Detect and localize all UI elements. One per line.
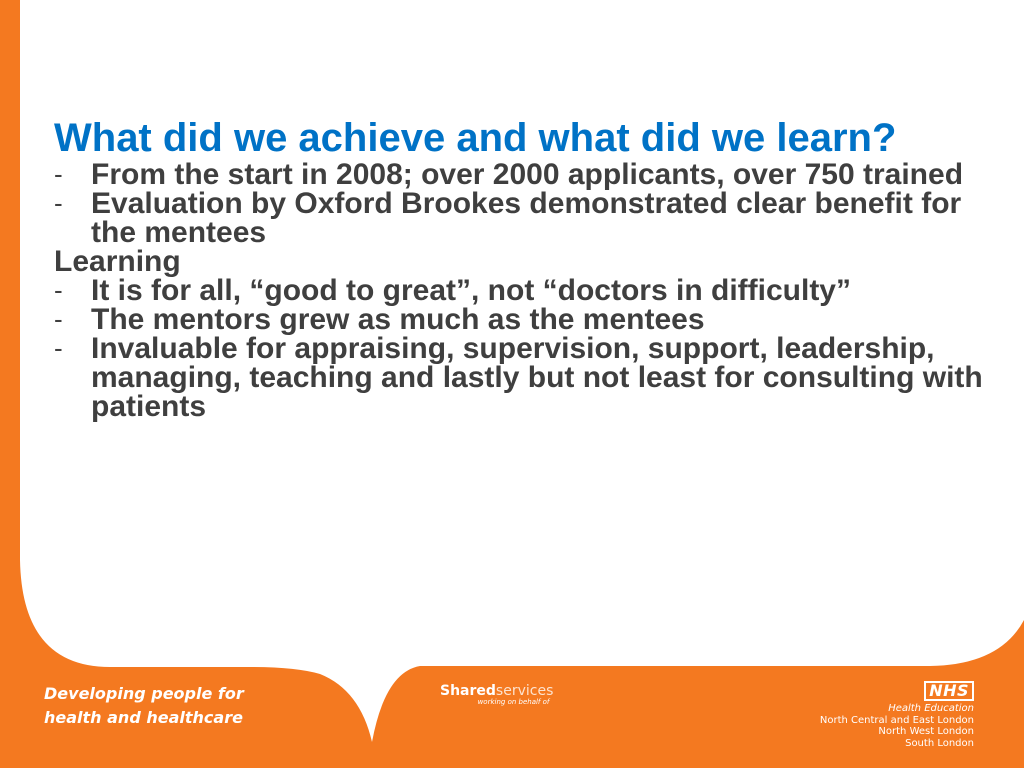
shared-logo-light: services [495, 683, 554, 699]
bullet-dash: - [54, 188, 63, 218]
slide-title: What did we achieve and what did we learn? [54, 116, 897, 160]
shared-services-logo [440, 680, 553, 706]
bullet-dash: - [54, 304, 63, 334]
slide-content [54, 116, 984, 421]
learning-text: It is for all, “good to great”, not “doctors in difficulty” [91, 274, 851, 307]
nhs-region: South London [905, 737, 974, 749]
bullet-dash: - [54, 275, 63, 305]
tagline-line-2: health and healthcare [44, 708, 243, 727]
shared-logo-subtitle: working on behalf of [477, 698, 550, 706]
nhs-region: North West London [878, 726, 974, 737]
learning-item [54, 334, 984, 421]
achievement-item [54, 160, 984, 189]
learning-item [54, 305, 984, 334]
nhs-org-name: Health Education [888, 703, 974, 714]
shared-logo-bold: Shared [440, 683, 496, 699]
bullet-dash: - [54, 159, 63, 189]
achievement-item [54, 189, 984, 247]
achievement-text: Evaluation by Oxford Brookes demonstrated clear benefit for the mentees [91, 187, 962, 249]
learning-item [54, 276, 984, 305]
bullet-dash: - [54, 333, 63, 363]
learning-text: The mentors grew as much as the mentees [91, 303, 705, 336]
achievement-text: From the start in 2008; over 2000 applicants, over 750 trained [91, 158, 964, 191]
nhs-branding [820, 681, 974, 749]
learning-heading: Learning [54, 245, 181, 278]
tagline-line-1: Developing people for [44, 684, 244, 703]
nhs-logo: NHS [924, 681, 974, 701]
nhs-region: North Central and East London [819, 714, 974, 726]
footer-tagline [44, 682, 244, 730]
learning-text: Invaluable for appraising, supervision, support, leadership, managing, teaching and lastly but not least for consulting with patients [91, 332, 983, 423]
